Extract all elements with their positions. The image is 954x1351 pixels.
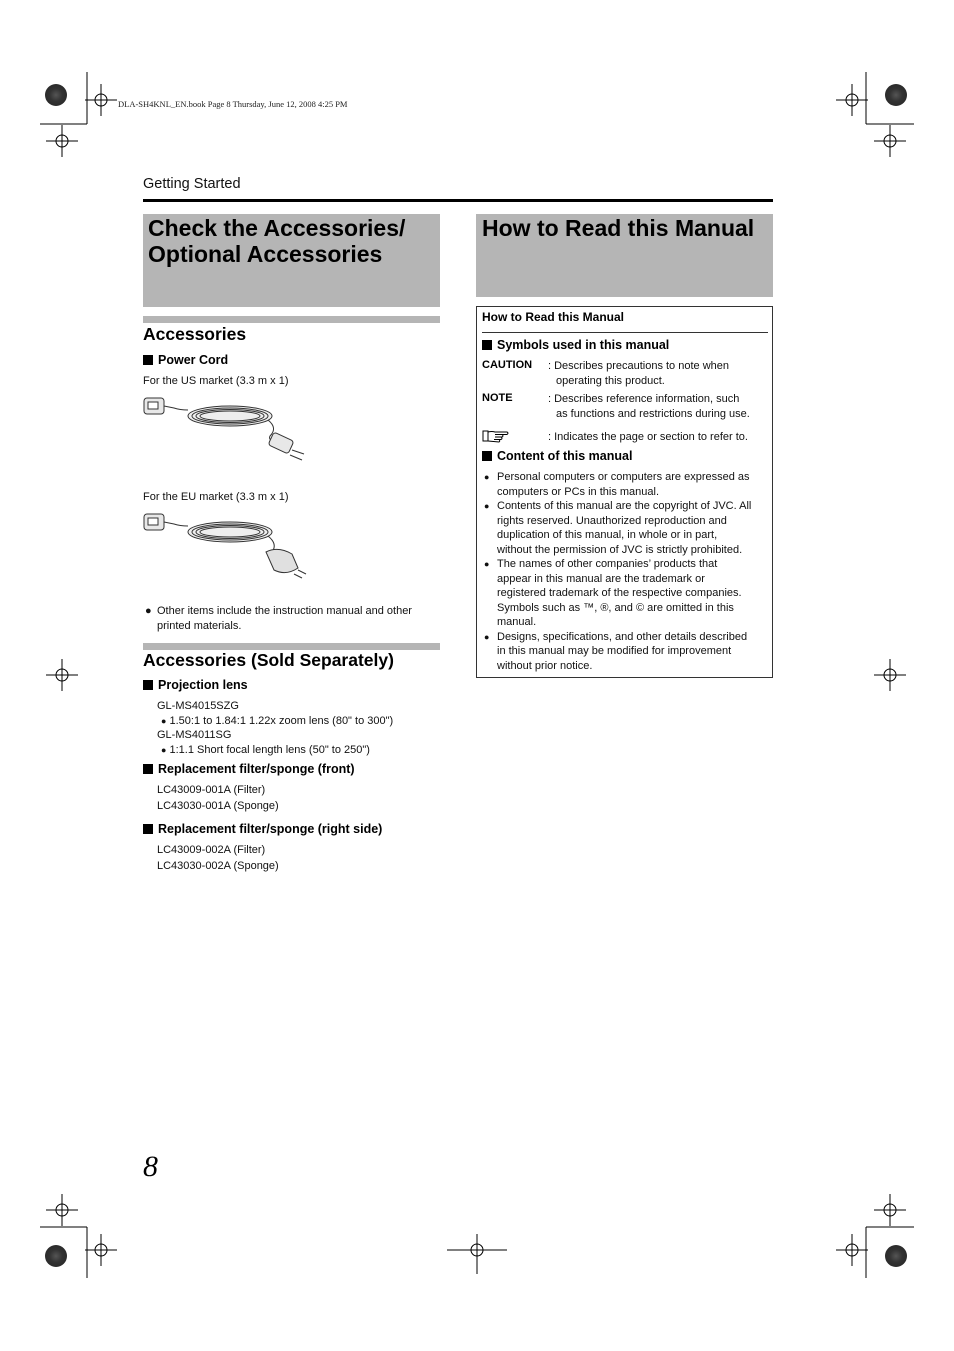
- content-bullet-line: Personal computers or computers are expressed as: [497, 471, 750, 483]
- bullet-icon: ●: [484, 559, 490, 569]
- caution-term: CAUTION: [482, 359, 533, 371]
- eu-power-cord-image: [140, 508, 310, 583]
- box-title: How to Read this Manual: [482, 310, 625, 324]
- square-bullet-icon: [143, 680, 153, 690]
- lens1-desc: ● 1.50:1 to 1.84:1 1.22x zoom lens (80" to 300"): [161, 715, 394, 727]
- bullet-icon: ●: [145, 605, 152, 617]
- power-cord-heading: Power Cord: [143, 353, 228, 367]
- note-desc: : Describes reference information, such as functions and restrictions during use.: [548, 393, 750, 420]
- box-title-rule: [482, 332, 768, 333]
- filter-front-filter: LC43009-001A (Filter): [157, 784, 266, 796]
- content-heading: Content of this manual: [482, 449, 632, 463]
- square-bullet-icon: [482, 451, 492, 461]
- accessories-title: [148, 215, 405, 267]
- how-to-read-title-box: [476, 214, 773, 297]
- square-bullet-icon: [143, 355, 153, 365]
- bullet-icon: ●: [161, 745, 167, 755]
- accessories-heading: Accessories: [143, 324, 247, 344]
- sold-separately-heading: Accessories (Sold Separately): [143, 650, 394, 670]
- symbols-heading: Symbols used in this manual: [482, 338, 669, 352]
- content-bullet-line: in this manual may be modified for improvement: [497, 645, 732, 657]
- content-bullet-line: registered trademark of the respective companies.: [497, 587, 742, 599]
- content-bullet-line: rights reserved. Unauthorized reproduction and: [497, 514, 727, 527]
- accessories-rule: [143, 316, 440, 323]
- content-bullet-line: appear in this manual are the trademark or: [497, 572, 705, 585]
- title-line-1: Check the Accessories/: [148, 215, 406, 241]
- filter-front-heading: Replacement filter/sponge (front): [143, 762, 355, 776]
- content-bullet-line: manual.: [497, 616, 537, 628]
- content-bullet-line: Contents of this manual are the copyright of JVC. All: [497, 500, 752, 512]
- book-header: DLA-SH4KNL_EN.book Page 8 Thursday, June 12, 2008 4:25 PM: [118, 99, 348, 109]
- filter-side-filter: LC43009-002A (Filter): [157, 844, 266, 856]
- lens2-model: GL-MS4011SG: [157, 729, 232, 741]
- filter-side-heading: Replacement filter/sponge (right side): [143, 822, 382, 836]
- projection-lens-heading: Projection lens: [143, 678, 248, 692]
- content-bullet-line: without prior notice.: [497, 659, 593, 672]
- how-to-read-title: How to Read this Manual: [482, 215, 755, 241]
- page-number: 8: [143, 1150, 158, 1183]
- us-market-label: For the US market (3.3 m x 1): [143, 375, 289, 387]
- content-bullet-line: duplication of this manual, in whole or in part,: [497, 529, 718, 541]
- content-bullet-line: without the permission of JVC is strictly prohibited.: [497, 543, 743, 556]
- filter-front-sponge: LC43030-001A (Sponge): [157, 800, 279, 812]
- content-bullet-line: Designs, specifications, and other details described: [497, 630, 748, 643]
- header-rule: [143, 199, 773, 202]
- accessories-title-box: [143, 214, 440, 307]
- title-line-2: Optional Accessories: [148, 241, 383, 267]
- lens2-desc: ● 1:1.1 Short focal length lens (50" to 250"): [161, 744, 370, 756]
- square-bullet-icon: [143, 824, 153, 834]
- pointing-hand-icon: [482, 428, 510, 444]
- square-bullet-icon: [482, 340, 492, 350]
- content-bullet-line: computers or PCs in this manual.: [497, 485, 660, 498]
- filter-side-sponge: LC43030-002A (Sponge): [157, 860, 279, 872]
- section-label: Getting Started: [143, 176, 241, 192]
- content-bullet-line: Symbols such as ™, ®, and © are omitted in this: [497, 601, 734, 614]
- content-bullet-line: The names of other companies’ products that: [497, 558, 718, 570]
- bullet-icon: ●: [161, 716, 167, 726]
- bullet-icon: ●: [484, 501, 490, 511]
- eu-market-label: For the EU market (3.3 m x 1): [143, 491, 289, 503]
- sold-separately-rule: [143, 643, 440, 650]
- square-bullet-icon: [143, 764, 153, 774]
- ref-desc: : Indicates the page or section to refer to.: [548, 431, 748, 443]
- caution-desc: : Describes precautions to note when operating this product.: [548, 360, 729, 387]
- us-power-cord-image: [140, 392, 310, 467]
- bullet-icon: ●: [484, 472, 490, 482]
- bullet-icon: ●: [484, 631, 490, 642]
- lens1-model: GL-MS4015SZG: [157, 700, 239, 712]
- note-term: NOTE: [482, 392, 513, 404]
